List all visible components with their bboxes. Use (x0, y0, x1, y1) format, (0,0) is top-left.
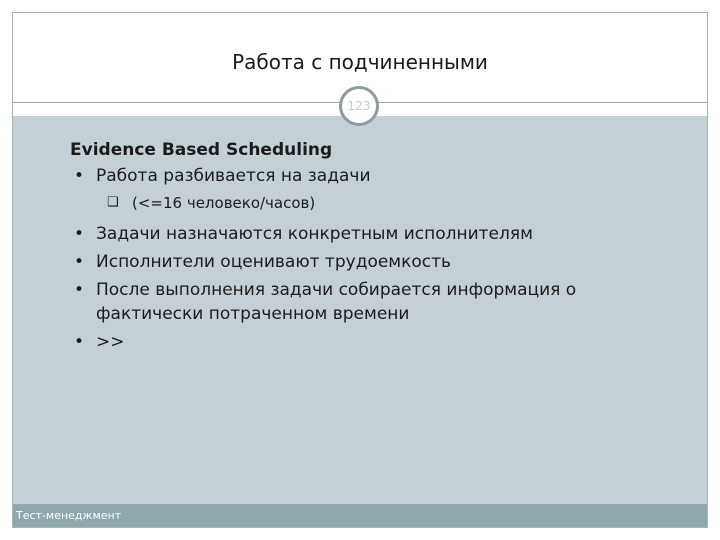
page-number-badge: 123 (339, 86, 379, 126)
bullet-text: Работа разбивается на задачи (96, 166, 371, 186)
slide-title: Работа с подчиненными (232, 50, 488, 74)
footer-text: Тест-менеджмент (16, 509, 122, 522)
bullet-icon: • (74, 252, 85, 272)
bullet-item (70, 278, 670, 326)
bullet-icon: • (74, 280, 85, 300)
bullet-icon: • (74, 332, 85, 352)
bullet-item (70, 330, 670, 354)
bullet-text: Задачи назначаются конкретным исполнителям (96, 224, 533, 244)
bullet-item (70, 222, 670, 246)
slide-body (70, 138, 670, 354)
bullet-icon: • (74, 166, 85, 186)
bullet-text: Исполнители оценивают трудоемкость (96, 252, 452, 272)
bullet-item (70, 250, 670, 274)
footer-bar (13, 504, 707, 527)
bullet-item (70, 164, 670, 188)
checkbox-bullet-icon: ❑ (107, 195, 119, 210)
sub-bullet-text: (<=16 человеко/часов) (132, 194, 316, 212)
bullet-text: >> (96, 332, 125, 352)
bullet-text: После выполнения задачи собирается информация о фактически потраченном времени (96, 280, 577, 324)
sub-bullet-item (70, 190, 670, 216)
bullet-icon: • (74, 224, 85, 244)
body-heading: Evidence Based Scheduling (70, 140, 333, 160)
